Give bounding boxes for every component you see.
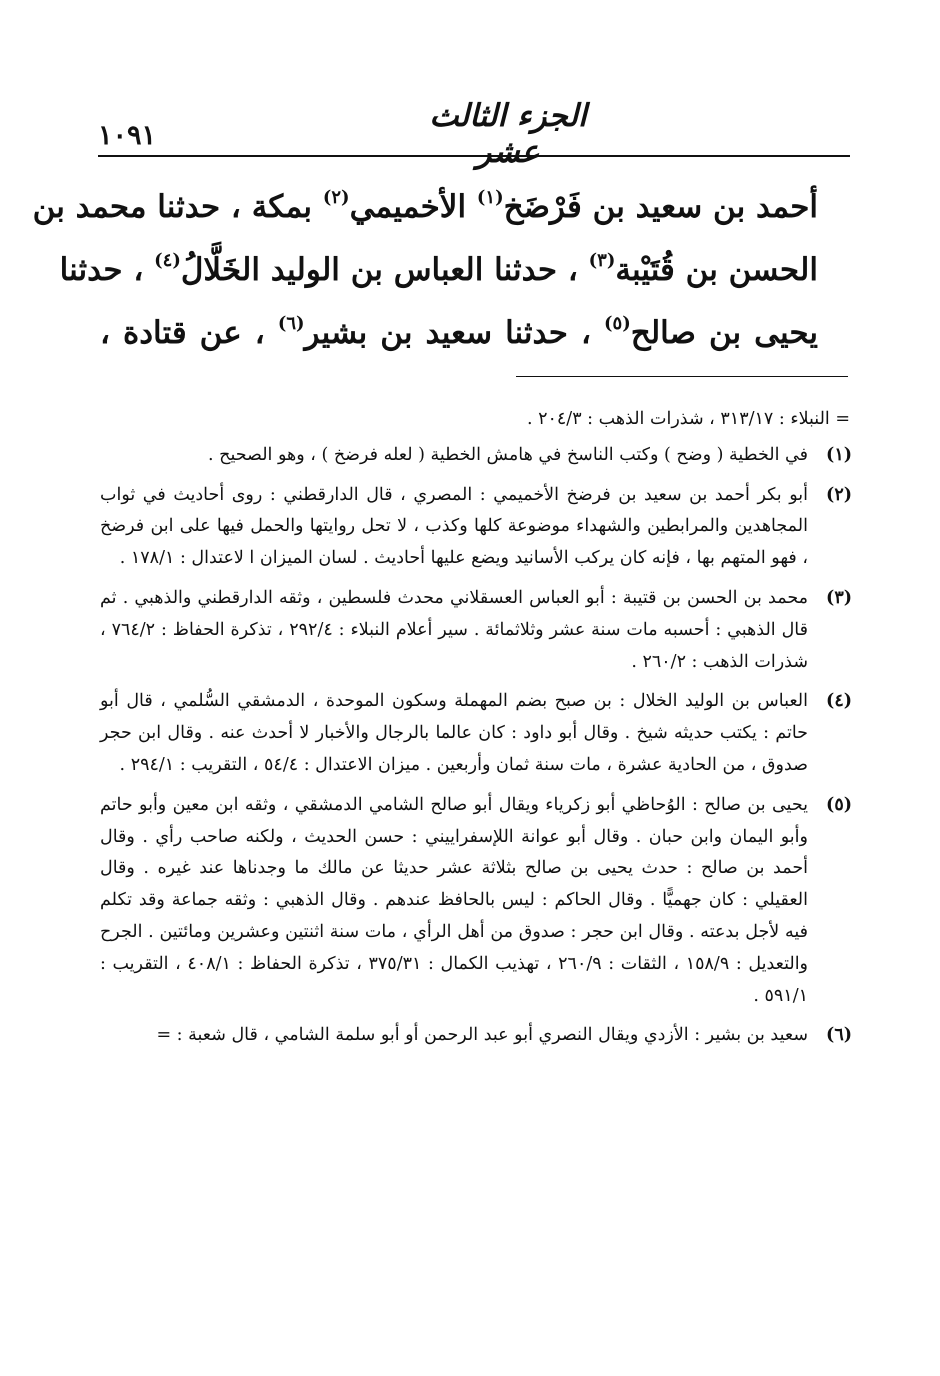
footnote-text: سعيد بن بشير : الأزدي ويقال النصري أبو عبد الرحمن أو أبو سلمة الشامي ، قال شعبة : = — [156, 1025, 808, 1046]
footnote-3 — [100, 583, 852, 678]
footnote-text: أبو بكر أحمد بن سعيد بن فرضخ الأخميمي : المصري ، قال الدارقطني : روى أحاديث في ثواب المجاهدين والمرابطين والشهداء موضوعة كلها وكذب ، لا تحل روايتها والحمل فيها على ابن فرضخ ، فهو المتهم بها ، فإنه كان يركب الأسانيد ويضع عليها أحاديث . لسان الميزان ا لاعتدال : ١٧٨/١ . — [100, 484, 808, 569]
footnote-separator — [516, 376, 848, 377]
footnote-ref-6: (٦) — [277, 313, 305, 334]
page-number: ١٠٩١ — [98, 120, 157, 151]
footnote-6 — [100, 1020, 852, 1052]
main-line-1: أحمد بن سعيد بن فَرْضَخ$^{(١)}$ الأخميمي$^{(٢)}$ بمكة ، حدثنا محمد بن — [32, 187, 818, 225]
footnote-number: (٢) — [826, 484, 852, 505]
main-line-2: الحسن بن قُتَيْبة$^{(٣)}$ ، حدثنا العباس بن الوليد الخَلَّالُ$^{(٤)}$ ، حدثنا — [59, 250, 818, 288]
footnote-text: يحيى بن صالح : الوُحاظي أبو زكرياء ويقال أبو صالح الشامي الدمشقي ، وثقه ابن معين وأبو حاتم وأبو اليمان وابن حبان . وقال أبو عوانة اللإسفراييني : حسن الحديث ، ولكنه صاحب رأي . وقال أحمد بن صالح : حدث يحيى بن صالح بثلاثة عشر حديثا عن مالك ما وجدناها عند غيره . وقال العقيلي : كان جهميًّا . وقال الحاكم : ليس بالحافظ عندهم . وقال الذهبي : وثقه جماعة وقد تكلم فيه لأجل بدعته . وقال ابن حجر : صدوق من أهل الرأي ، مات سنة اثنتين وعشرين ومائتين . الجرح والتعديل : ١٥٨/٩ ، الثقات : ٢٦٠/٩ ، تهذيب الكمال : ٣٧٥/٣١ ، تذكرة الحفاظ : ٤٠٨/١ ، التقريب : ٥٩١/١ . — [100, 794, 809, 1006]
footnote-number: (٥) — [826, 794, 852, 815]
footnote-number: (٤) — [826, 691, 852, 712]
footnote-number: (١) — [826, 444, 852, 465]
header-rule — [98, 155, 850, 157]
page-header — [98, 98, 850, 170]
main-text — [32, 176, 819, 365]
footnotes — [100, 404, 852, 1060]
footnote-ref-2: (٢) — [322, 187, 350, 208]
footnote-text: العباس بن الوليد الخلال : بن صبح بضم المهملة وسكون الموحدة ، الدمشقي السُّلمي ، قال أبو حاتم : يكتب حديثه شيخ . وقال أبو داود : كان عالما بالرجال والأخبار لا أحدث عنه . وقال ابن حجر صدوق ، من الحادية عشرة ، مات سنة ثمان وأربعين . ميزان الاعتدال : ٥٤/٤ ، التقريب : ٢٩٤/١ . — [100, 691, 808, 775]
footnote-ref-1: (١) — [476, 187, 504, 208]
footnote-ref-4: (٤) — [154, 250, 181, 271]
footnote-5 — [100, 790, 852, 1013]
footnote-1 — [100, 440, 852, 472]
footnote-ref-5: (٥) — [603, 313, 631, 334]
footnote-number: (٣) — [826, 587, 852, 608]
footnote-ref-3: (٣) — [588, 250, 616, 271]
footnote-continuation: = النبلاء : ٣١٣/١٧ ، شذرات الذهب : ٢٠٤/٣ . — [526, 409, 850, 429]
footnote-2 — [100, 480, 852, 575]
footnote-text: محمد بن الحسن بن قتيبة : أبو العباس العسقلاني محدث فلسطين ، وثقه الدارقطني والذهبي . ثم قال الذهبي : أحسبه مات سنة عشر وثلاثمائة . سير أعلام النبلاء : ٢٩٢/٤ ، تذكرة الحفاظ : ٧٦٤/٢ ، شذرات الذهب : ٢٦٠/٢ . — [100, 587, 808, 672]
footnote-4 — [100, 686, 852, 781]
footnote-text: في الخطية ( وضح ) وكتب الناسخ في هامش الخطية ( لعله فرضخ ) ، وهو الصحيح . — [208, 444, 808, 465]
main-line-3: يحيى بن صالح$^{(٥)}$ ، حدثنا سعيد بن بشير$^{(٦)}$ ، عن قتادة ، — [100, 313, 819, 351]
footnote-number: (٦) — [826, 1025, 852, 1046]
running-title: الجزء الثالث عشر — [429, 98, 587, 170]
